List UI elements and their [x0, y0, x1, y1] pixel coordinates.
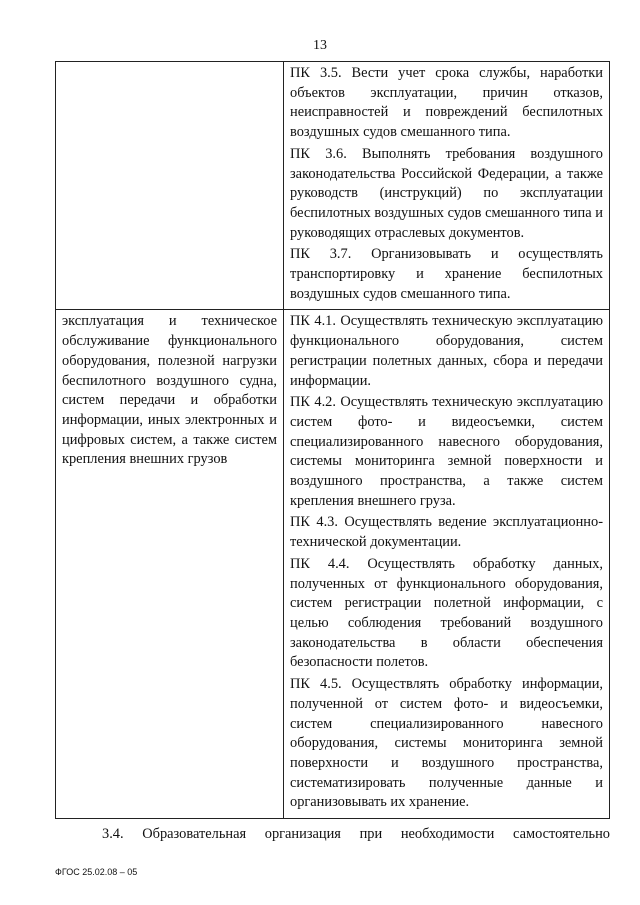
- activity-cell: [56, 310, 284, 819]
- competency-item: ПК 3.6. Выполнять требования воздушного законодательства Российской Федерации, а также руководств (инструкций) по эксплуатации беспилотных воздушных судов смешанного типа и руководящих отраслевых документов.: [290, 145, 603, 241]
- competency-item: ПК 4.1. Осуществлять техническую эксплуатацию функционального оборудования, систем регистрации полетных данных, сбора и передачи информации.: [290, 313, 603, 389]
- body-paragraph: 3.4. Образовательная организация при необходимости самостоятельно: [102, 826, 610, 842]
- activity-text: эксплуатация и техническое обслуживание функционального оборудования, полезной нагрузки беспилотного воздушного судна, систем передачи и обработки информации, иных электронных и цифровых систем, а также систем крепления внешних грузов: [62, 313, 277, 468]
- table-row: [56, 62, 610, 310]
- table-row: [56, 310, 610, 819]
- competency-item: ПК 4.2. Осуществлять техническую эксплуатацию систем фото- и видеосъемки, систем специализированного навесного оборудования, системы мониторинга земной поверхности и воздушного пространства, а также систем крепления внешнего груза.: [290, 394, 603, 509]
- competency-item: ПК 4.4. Осуществлять обработку данных, полученных от функционального оборудования, систем регистрации полетной информации, с целью соблюдения требований воздушного законодательства в области обеспечения безопасности полетов.: [290, 555, 603, 671]
- competency-item: ПК 3.7. Организовывать и осуществлять транспортировку и хранение беспилотных воздушных судов смешанного типа.: [290, 246, 603, 302]
- competency-item: ПК 4.5. Осуществлять обработку информации, полученной от систем фото- и видеосъемки, систем специализированного навесного оборудования, системы мониторинга земной поверхности и воздушного пространства, систематизировать полученные данные и организовывать их хранение.: [290, 676, 603, 811]
- competencies-cell: [284, 310, 610, 819]
- activity-cell: [56, 62, 284, 310]
- competencies-table: [55, 61, 610, 819]
- footer-doc-code: ФГОС 25.02.08 – 05: [55, 867, 138, 877]
- competencies-cell: [284, 62, 610, 310]
- competency-item: ПК 3.5. Вести учет срока службы, наработки объектов эксплуатации, причин отказов, неисправностей и повреждений беспилотных воздушных судов смешанного типа.: [290, 65, 603, 141]
- competency-item: ПК 4.3. Осуществлять ведение эксплуатационно-технической документации.: [290, 514, 603, 551]
- page-number: 13: [313, 38, 327, 53]
